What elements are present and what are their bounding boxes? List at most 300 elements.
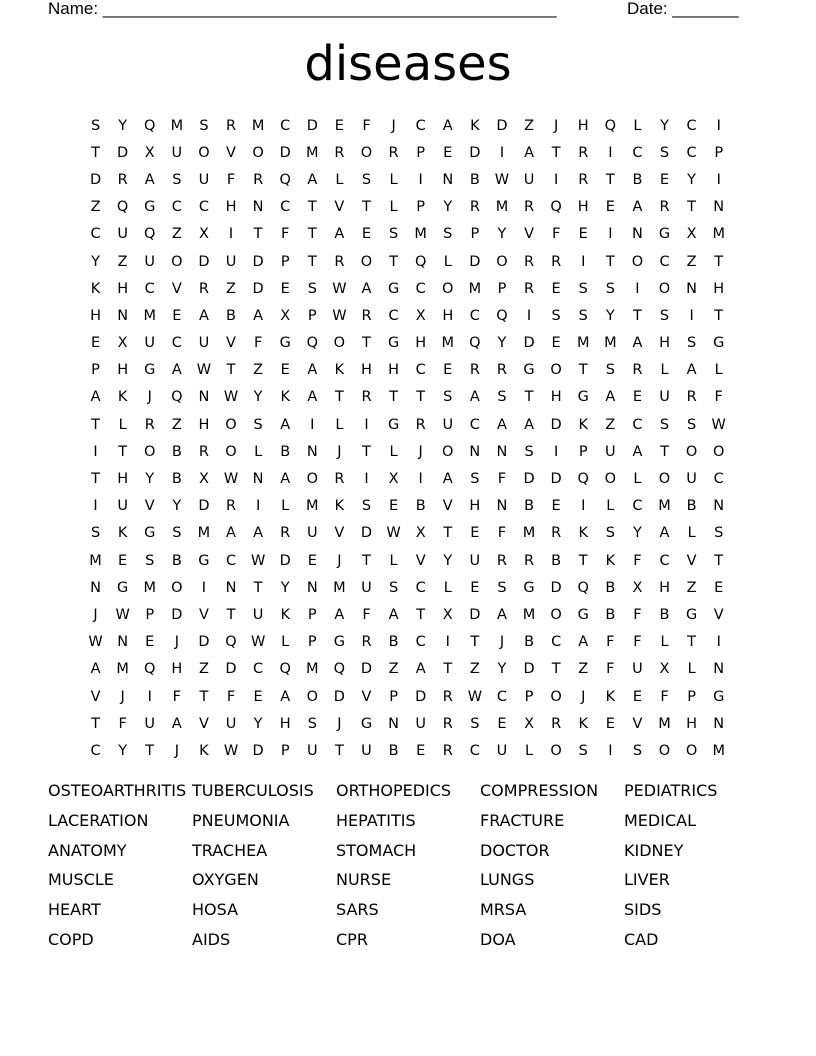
grid-letter: N (117, 634, 129, 651)
grid-letter: B (551, 552, 562, 569)
grid-letter: P (416, 144, 426, 161)
grid-letter: T (362, 335, 371, 352)
grid-letter: U (496, 742, 508, 759)
grid-letter: V (415, 552, 426, 569)
grid-letter: J (554, 117, 559, 134)
grid-letter: C (496, 688, 508, 705)
grid-letter: H (415, 335, 427, 352)
grid-letter: F (633, 634, 642, 651)
grid-letter: E (632, 389, 642, 406)
grid-letter: S (578, 307, 588, 324)
grid-letter: I (554, 171, 559, 188)
date-field-label: Date: _______ (627, 0, 739, 18)
grid-letter: N (713, 498, 725, 515)
grid-letter: C (171, 335, 182, 352)
grid-letter: R (442, 688, 453, 705)
grid-letter: E (551, 335, 561, 352)
grid-letter: H (198, 416, 210, 433)
grid-letter: Q (279, 661, 291, 678)
grid-letter: I (93, 443, 98, 460)
grid-letter: B (388, 742, 399, 759)
grid-letter: Q (550, 199, 562, 216)
grid-letter: T (389, 389, 398, 406)
word-list-item: HEART (48, 900, 101, 920)
grid-letter: C (253, 661, 264, 678)
grid-letter: P (416, 199, 426, 216)
grid-letter: A (415, 661, 426, 678)
grid-letter: M (441, 335, 455, 352)
grid-letter: A (198, 307, 209, 324)
grid-letter: S (443, 226, 453, 243)
grid-row (82, 248, 732, 275)
grid-letter: S (199, 117, 209, 134)
grid-letter: N (713, 661, 725, 678)
grid-letter: S (659, 144, 670, 161)
word-list-item: KIDNEY (624, 840, 684, 860)
grid-letter: D (550, 579, 562, 596)
grid-letter: H (659, 335, 670, 352)
grid-letter: Q (306, 335, 318, 352)
grid-letter: L (389, 171, 398, 188)
grid-letter: E (145, 634, 155, 651)
grid-letter: V (632, 715, 643, 732)
grid-letter: G (577, 389, 589, 406)
grid-letter: E (307, 552, 317, 569)
grid-letter: N (686, 280, 698, 297)
word-list-item: OXYGEN (192, 870, 259, 890)
grid-letter: U (605, 443, 616, 460)
grid-letter: X (686, 226, 697, 243)
grid-row (82, 520, 732, 547)
grid-letter: G (117, 579, 129, 596)
grid-letter: R (280, 525, 291, 542)
grid-letter: O (604, 471, 617, 488)
grid-letter: T (118, 443, 128, 460)
grid-letter: F (281, 226, 290, 243)
grid-letter: M (197, 525, 211, 542)
grid-letter: D (306, 117, 318, 134)
grid-letter: R (442, 715, 453, 732)
grid-letter: E (118, 552, 128, 569)
grid-letter: K (605, 688, 616, 705)
grid-letter: S (388, 579, 399, 596)
grid-letter: A (496, 416, 507, 433)
grid-letter: O (685, 742, 698, 759)
grid-letter: Q (333, 661, 346, 678)
grid-letter: I (255, 498, 261, 515)
grid-letter: S (605, 362, 615, 379)
grid-letter: M (414, 226, 427, 243)
grid-letter: S (145, 552, 155, 569)
grid-letter: E (605, 199, 615, 216)
grid-letter: A (90, 389, 101, 406)
grid-letter: H (659, 579, 670, 596)
word-list-item: LACERATION (48, 810, 149, 830)
grid-letter: L (389, 552, 398, 569)
grid-letter: P (389, 688, 398, 705)
grid-letter: B (469, 171, 480, 188)
grid-row (82, 112, 732, 139)
grid-letter: E (632, 688, 642, 705)
grid-letter: J (120, 688, 125, 705)
grid-letter: S (497, 389, 507, 406)
grid-letter: K (578, 416, 588, 433)
grid-letter: E (443, 144, 453, 161)
grid-letter: G (198, 552, 210, 569)
grid-letter: O (360, 253, 373, 270)
grid-letter: P (307, 634, 317, 651)
grid-letter: T (334, 742, 344, 759)
grid-letter: W (223, 742, 239, 759)
grid-letter: A (280, 688, 291, 705)
grid-letter: Z (171, 416, 182, 433)
grid-letter: H (171, 661, 183, 678)
grid-letter: Y (605, 307, 615, 324)
grid-letter: S (687, 335, 697, 352)
grid-letter: W (332, 307, 347, 324)
grid-letter: L (335, 171, 344, 188)
grid-letter: Q (144, 226, 156, 243)
grid-letter: M (170, 117, 184, 134)
grid-letter: I (310, 416, 315, 433)
word-list-item: SIDS (624, 900, 662, 920)
grid-letter: A (632, 335, 643, 352)
grid-letter: B (415, 498, 426, 515)
grid-letter: D (360, 525, 373, 542)
grid-letter: A (605, 389, 616, 406)
grid-letter: W (467, 688, 483, 705)
grid-letter: T (226, 606, 236, 623)
grid-letter: G (144, 362, 156, 379)
grid-letter: W (711, 416, 726, 433)
grid-letter: L (254, 443, 263, 460)
grid-letter: N (306, 579, 318, 596)
grid-letter: I (716, 117, 721, 134)
grid-letter: T (714, 307, 724, 324)
grid-row (82, 737, 732, 764)
grid-letter: R (524, 253, 535, 270)
grid-letter: T (660, 443, 669, 460)
grid-row (82, 547, 732, 574)
grid-letter: O (360, 144, 373, 161)
grid-letter: S (524, 443, 534, 460)
grid-letter: V (198, 715, 209, 732)
word-list-item: HOSA (192, 900, 239, 920)
grid-letter: H (117, 471, 129, 488)
grid-row (82, 601, 732, 628)
grid-letter: Y (443, 199, 453, 216)
grid-letter: M (522, 525, 536, 542)
grid-letter: G (387, 335, 400, 352)
grid-letter: U (198, 335, 210, 352)
grid-letter: I (364, 416, 369, 433)
grid-letter: R (415, 416, 426, 433)
grid-letter: G (279, 335, 291, 352)
grid-letter: L (660, 362, 669, 379)
grid-letter: G (387, 416, 400, 433)
grid-letter: V (144, 498, 155, 515)
grid-letter: U (225, 253, 237, 270)
grid-letter: H (225, 199, 237, 216)
grid-letter: W (494, 171, 510, 188)
grid-letter: W (223, 389, 239, 406)
grid-letter: X (632, 579, 643, 596)
grid-letter: C (713, 471, 724, 488)
grid-letter: D (198, 634, 210, 651)
grid-letter: A (253, 525, 264, 542)
grid-letter: D (198, 498, 210, 515)
grid-letter: I (364, 471, 369, 488)
grid-letter: Q (279, 171, 291, 188)
grid-letter: I (418, 171, 423, 188)
grid-letter: N (198, 389, 210, 406)
grid-letter: U (415, 715, 426, 732)
grid-letter: M (576, 335, 590, 352)
grid-letter: X (280, 307, 291, 324)
word-list-item: CAD (624, 929, 659, 949)
grid-letter: U (306, 742, 318, 759)
grid-letter: V (713, 606, 724, 623)
grid-letter: Z (171, 226, 182, 243)
grid-letter: H (388, 362, 400, 379)
grid-letter: A (632, 199, 643, 216)
grid-letter: B (524, 498, 535, 515)
grid-letter: C (90, 742, 101, 759)
grid-letter: R (225, 498, 237, 515)
grid-letter: T (334, 389, 344, 406)
grid-letter: Y (497, 335, 507, 352)
grid-letter: T (91, 471, 100, 488)
grid-letter: E (280, 280, 290, 297)
grid-letter: L (660, 634, 669, 651)
grid-letter: D (496, 117, 508, 134)
grid-letter: K (578, 715, 588, 732)
grid-letter: U (144, 335, 156, 352)
grid-letter: O (252, 144, 264, 161)
grid-letter: A (334, 226, 345, 243)
grid-letter: M (495, 199, 509, 216)
grid-letter: N (117, 307, 129, 324)
grid-letter: R (198, 280, 209, 297)
grid-letter: D (360, 661, 373, 678)
grid-letter: U (198, 171, 210, 188)
grid-letter: O (144, 443, 156, 460)
grid-letter: C (415, 634, 426, 651)
grid-letter: H (361, 362, 372, 379)
grid-letter: X (117, 335, 128, 352)
grid-letter: O (306, 471, 318, 488)
grid-letter: O (658, 280, 671, 297)
grid-letter: Q (144, 661, 156, 678)
grid-letter: T (416, 606, 426, 623)
grid-letter: M (522, 606, 536, 623)
grid-letter: R (361, 389, 372, 406)
grid-letter: D (523, 661, 535, 678)
grid-letter: E (714, 579, 724, 596)
grid-letter: I (581, 498, 586, 515)
grid-letter: I (526, 307, 532, 324)
grid-letter: A (171, 715, 182, 732)
grid-letter: R (551, 525, 562, 542)
grid-letter: D (198, 253, 210, 270)
grid-letter: T (687, 199, 697, 216)
grid-letter: B (659, 606, 670, 623)
grid-letter: R (361, 307, 372, 324)
grid-letter: T (307, 199, 317, 216)
grid-letter: V (361, 688, 372, 705)
grid-letter: I (608, 742, 613, 759)
grid-letter: G (685, 606, 698, 623)
grid-letter: Q (496, 307, 508, 324)
word-list-item: MUSCLE (48, 870, 114, 890)
grid-letter: E (578, 226, 588, 243)
grid-letter: H (117, 280, 129, 297)
grid-letter: S (659, 307, 670, 324)
grid-letter: P (145, 606, 155, 623)
grid-letter: D (469, 253, 481, 270)
grid-letter: T (443, 525, 453, 542)
grid-letter: V (334, 525, 345, 542)
grid-letter: D (550, 471, 562, 488)
grid-letter: N (713, 715, 725, 732)
grid-letter: T (362, 199, 371, 216)
grid-letter: N (388, 715, 399, 732)
grid-letter: I (716, 634, 721, 651)
grid-letter: F (714, 389, 723, 406)
grid-letter: I (445, 634, 450, 651)
word-list-item: SARS (336, 900, 379, 920)
grid-letter: S (90, 525, 101, 542)
grid-row (82, 221, 732, 248)
grid-row (82, 330, 732, 357)
grid-letter: Q (116, 199, 129, 216)
word-list-item: LUNGS (480, 870, 535, 890)
grid-letter: Z (578, 661, 589, 678)
grid-letter: T (199, 688, 209, 705)
grid-letter: D (523, 471, 535, 488)
grid-letter: O (712, 443, 725, 460)
grid-letter: G (144, 525, 156, 542)
grid-letter: T (389, 253, 398, 270)
grid-letter: A (171, 362, 182, 379)
grid-letter: S (578, 742, 588, 759)
word-search-grid (82, 112, 732, 765)
grid-letter: S (361, 171, 372, 188)
grid-letter: Z (469, 661, 480, 678)
grid-letter: S (470, 715, 480, 732)
grid-letter: G (360, 715, 373, 732)
grid-letter: C (415, 362, 426, 379)
grid-letter: X (198, 471, 209, 488)
grid-letter: Q (577, 471, 589, 488)
grid-letter: B (171, 552, 182, 569)
grid-letter: H (469, 498, 481, 515)
word-list-item: PEDIATRICS (624, 781, 718, 800)
grid-letter: P (307, 606, 317, 623)
grid-letter: T (362, 552, 371, 569)
grid-letter: R (469, 362, 480, 379)
grid-letter: M (306, 661, 319, 678)
grid-letter: R (578, 144, 589, 161)
grid-letter: F (606, 634, 615, 651)
grid-letter: M (468, 280, 482, 297)
grid-letter: E (605, 715, 615, 732)
grid-letter: M (712, 742, 725, 759)
grid-letter: D (279, 552, 291, 569)
grid-letter: Z (226, 280, 236, 297)
grid-letter: J (174, 742, 179, 759)
grid-letter: C (632, 144, 643, 161)
grid-letter: C (469, 416, 480, 433)
word-list-item: TRACHEA (192, 840, 268, 860)
grid-letter: J (581, 688, 586, 705)
grid-letter: D (415, 688, 427, 705)
grid-letter: B (632, 171, 643, 188)
grid-letter: F (497, 471, 507, 488)
grid-letter: L (281, 498, 290, 515)
grid-letter: T (578, 362, 588, 379)
grid-letter: B (171, 443, 182, 460)
grid-letter: J (147, 389, 152, 406)
grid-letter: S (361, 498, 372, 515)
word-list-item: DOA (480, 929, 516, 949)
grid-letter: S (687, 416, 697, 433)
grid-letter: S (632, 742, 643, 759)
grid-letter: D (550, 416, 562, 433)
grid-row (82, 302, 732, 329)
grid-letter: I (147, 688, 152, 705)
grid-letter: Z (90, 199, 101, 216)
grid-letter: O (442, 280, 454, 297)
grid-letter: F (172, 688, 181, 705)
grid-letter: G (523, 362, 535, 379)
grid-letter: V (226, 144, 236, 161)
grid-letter: I (689, 307, 694, 324)
grid-letter: Q (577, 579, 589, 596)
grid-letter: R (253, 171, 264, 188)
grid-row (82, 194, 732, 221)
grid-letter: X (144, 144, 155, 161)
grid-letter: Z (253, 362, 264, 379)
grid-letter: H (713, 280, 725, 297)
grid-letter: K (334, 362, 345, 379)
header (48, 0, 748, 20)
grid-row (82, 438, 732, 465)
grid-letter: T (226, 362, 236, 379)
grid-letter: A (280, 416, 291, 433)
grid-letter: F (226, 688, 236, 705)
grid-letter: F (606, 661, 615, 678)
grid-letter: X (659, 661, 670, 678)
grid-letter: Y (91, 253, 100, 270)
grid-letter: N (496, 443, 508, 460)
grid-letter: P (470, 226, 480, 243)
grid-letter: N (713, 199, 725, 216)
grid-letter: L (335, 416, 344, 433)
grid-letter: V (334, 199, 345, 216)
grid-letter: M (89, 552, 102, 569)
grid-letter: K (280, 606, 290, 623)
grid-letter: A (496, 606, 507, 623)
grid-letter: Q (604, 117, 617, 134)
grid-letter: C (415, 579, 426, 596)
grid-letter: R (551, 253, 562, 270)
grid-letter: E (551, 498, 561, 515)
word-list-item: STOMACH (336, 840, 417, 860)
grid-letter: U (361, 579, 372, 596)
grid-letter: T (551, 144, 561, 161)
grid-letter: O (658, 742, 671, 759)
